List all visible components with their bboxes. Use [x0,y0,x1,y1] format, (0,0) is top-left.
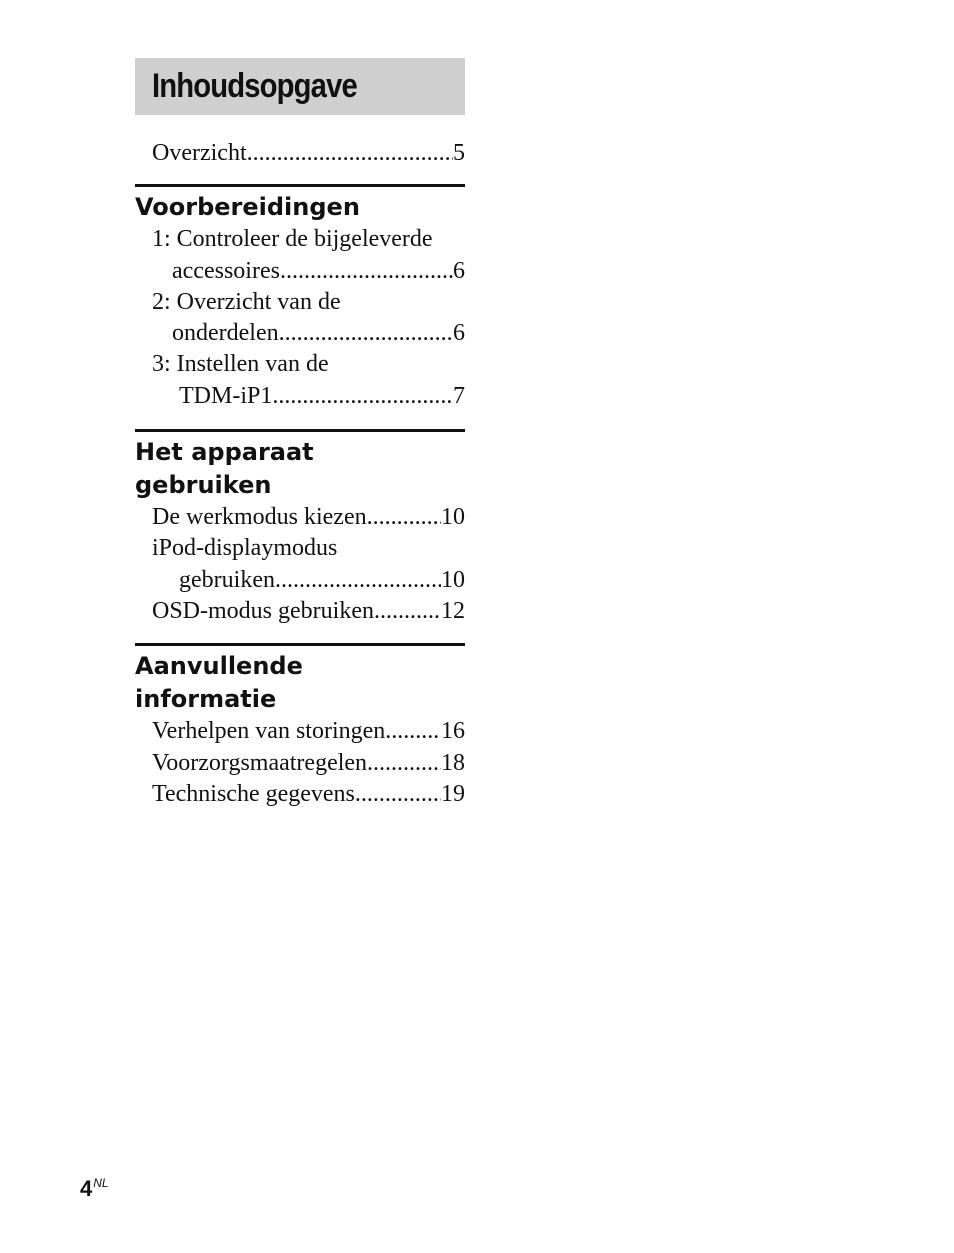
entry-last-line [152,318,465,349]
entry-label-line: TDM-iP1 [179,382,273,409]
table-of-contents [135,58,465,810]
leader-dots [247,138,453,169]
toc-entry[interactable] [152,349,465,412]
entry-last-line [152,256,465,287]
toc-entry-overzicht[interactable] [152,138,465,169]
leader-dots [275,565,441,596]
entry-last-line [152,381,465,412]
toc-entry[interactable] [152,748,465,779]
section-entries [152,224,465,412]
entry-page: 12 [441,597,465,624]
entry-page: 6 [453,320,465,347]
entry-page: 10 [441,504,465,531]
heading-line: Aanvullende [135,652,303,681]
leader-dots [385,716,441,747]
toc-entry[interactable] [152,596,465,627]
entry-last-line [152,565,465,596]
leader-dots [272,381,453,412]
toc-title: Inhoudsopgave [152,67,357,105]
entry-label-line: onderdelen [172,320,279,347]
entry-page: 5 [453,140,465,166]
section-heading [135,436,465,502]
language-code: NL [93,1176,109,1190]
entry-label-line: Verhelpen van storingen [152,718,386,745]
toc-entry[interactable] [152,287,465,350]
leader-dots [367,748,441,779]
leader-dots [355,779,441,810]
toc-entry[interactable] [152,502,465,533]
leader-dots [279,318,453,349]
toc-entry[interactable] [152,716,465,747]
toc-entry[interactable] [152,779,465,810]
entry-label-line: iPod-displaymodus [152,535,338,562]
entry-label-line: gebruiken [179,566,275,593]
heading-line: Voorbereidingen [135,193,360,222]
entry-label-line: 2: Overzicht van de [152,288,341,315]
entry-page: 16 [441,718,465,745]
section-entries [152,716,465,810]
section-entries [152,502,465,627]
section-aanvullende-informatie [135,643,465,810]
entry-label-line: De werkmodus kiezen [152,504,367,531]
intro-entries [152,138,465,169]
heading-line: gebruiken [135,471,272,500]
entry-label-line: Technische gegevens [152,780,355,807]
entry-label-line: 1: Controleer de bijgeleverde [152,226,433,253]
leader-dots [367,502,441,533]
toc-entry[interactable] [152,224,465,287]
section-heading [135,191,465,224]
entry-label-line: OSD-modus gebruiken [152,597,374,624]
entry-label: Overzicht [152,140,247,166]
toc-entry[interactable] [152,533,465,596]
entry-page: 10 [441,566,465,593]
leader-dots [374,596,441,627]
heading-line: Het apparaat [135,438,314,467]
page-number-value: 4 [80,1176,93,1201]
entry-label-line: 3: Instellen van de [152,351,329,378]
section-heading [135,650,465,716]
heading-line: informatie [135,685,277,714]
entry-page: 19 [441,780,465,807]
toc-title-box [135,58,465,115]
entry-label-line: Voorzorgsmaatregelen [152,749,368,776]
entry-label-line: accessoires [172,257,280,284]
entry-page: 6 [453,257,465,284]
entry-page: 7 [453,382,465,409]
page-number [80,1176,109,1202]
entry-page: 18 [441,749,465,776]
section-het-apparaat-gebruiken [135,429,465,627]
section-voorbereidingen [135,184,465,412]
leader-dots [280,256,453,287]
